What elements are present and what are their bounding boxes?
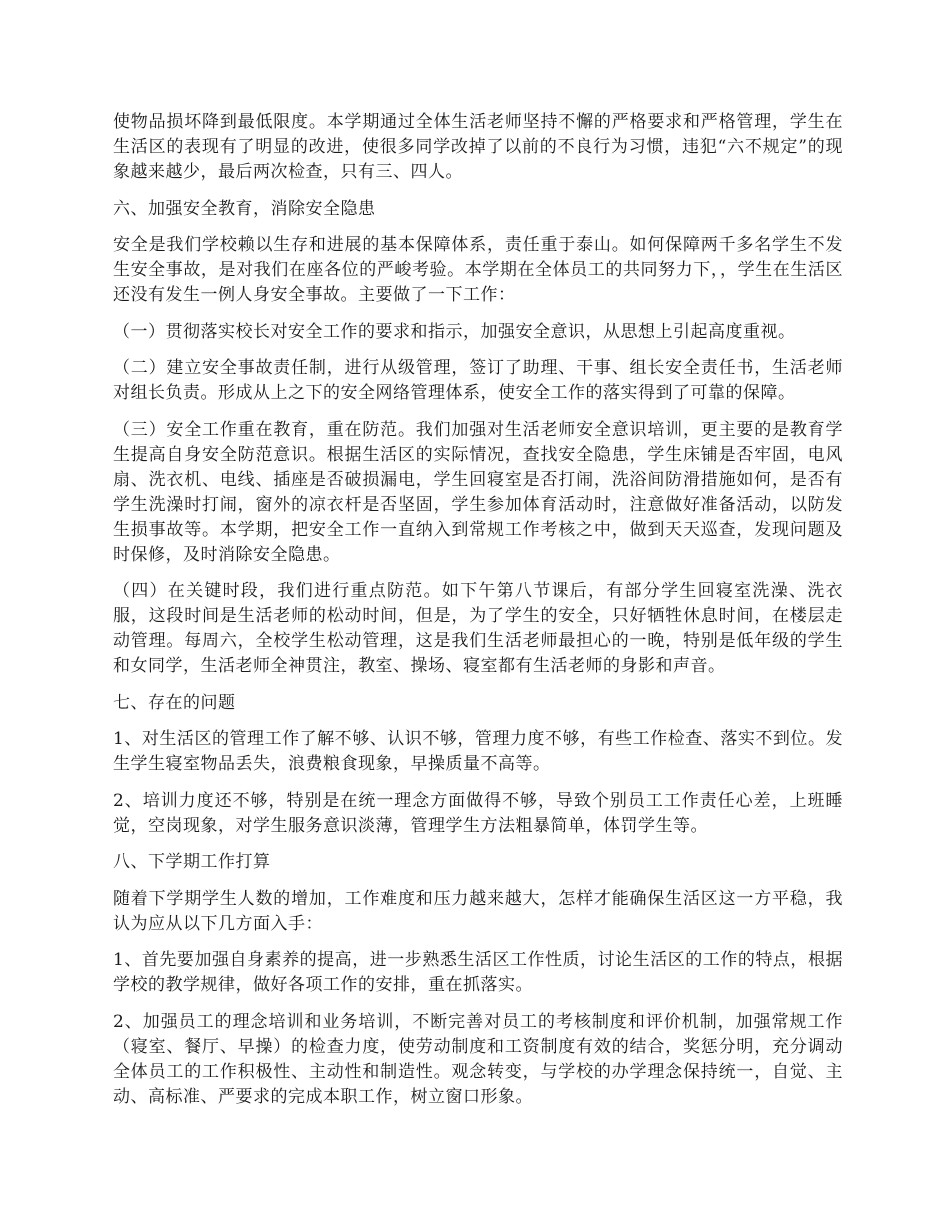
paragraph: （一）贯彻落实校长对安全工作的要求和指示，加强安全意识，从思想上引起高度重视。 (113, 321, 796, 342)
document-page (113, 110, 843, 1121)
section-heading: 七、存在的问题 (113, 692, 236, 713)
paragraph: （三）安全工作重在教育，重在防范。我们加强对生活老师安全意识培训，更主要的是教育学生提高自身安全防范意识。根据生活区的实际情况，查找安全隐患，学生床铺是否牢固，电风扇、洗衣机、电线、插座是否破损漏电，学生回寝室是否打闹，洗浴间防滑措施如何，是否有学生洗澡时打闹，窗外的凉衣杆是否坚固，学生参加体育活动时，注意做好准备活动，以防发生损事故等。本学期，把安全工作一直纳入到常规工作考核之中，做到天天巡查，发现问题及时保修，及时消除安全隐患。 (113, 419, 843, 565)
paragraph: （二）建立安全事故责任制，进行从级管理，签订了助理、干事、组长安全责任书，生活老师对组长负责。形成从上之下的安全网络管理体系，使安全工作的落实得到了可靠的保障。 (113, 358, 843, 403)
paragraph: 安全是我们学校赖以生存和进展的基本保障体系，责任重于泰山。如何保障两千多名学生不发生安全事故，是对我们在座各位的严峻考验。本学期在全体员工的共同努力下，，学生在生活区还没有发生一例人身安全事故。主要做了一下工作： (113, 235, 843, 305)
paragraph: 随着下学期学生人数的增加，工作难度和压力越来越大，怎样才能确保生活区这一方平稳，我认为应从以下几方面入手： (113, 888, 843, 934)
paragraph: 1、首先要加强自身素养的提高，进一步熟悉生活区工作性质，讨论生活区的工作的特点，根据学校的教学规律，做好各项工作的安排，重在抓落实。 (113, 950, 843, 995)
paragraph: 使物品损坏降到最低限度。本学期通过全体生活老师坚持不懈的严格要求和严格管理，学生在生活区的表现有了明显的改进，使很多同学改掉了以前的不良行为习惯，违犯“六不规定”的现象越来越少，最后两次检查，只有三、四人。 (113, 112, 843, 182)
section-heading: 六、加强安全教育，消除安全隐患 (113, 198, 376, 219)
paragraph: 1、对生活区的管理工作了解不够、认识不够，管理力度不够，有些工作检查、落实不到位。发生学生寝室物品丢失，浪费粮食现象，早操质量不高等。 (113, 729, 843, 774)
section-heading: 八、下学期工作打算 (113, 852, 271, 872)
paragraph: （四）在关键时段，我们进行重点防范。如下午第八节课后，有部分学生回寝室洗澡、洗衣服，这段时间是生活老师的松动时间，但是，为了学生的安全，只好牺牲休息时间，在楼层走动管理。每周六，全校学生松动管理，这是我们生活老师最担心的一晚，特别是低年级的学生和女同学，生活老师全神贯注，教室、操场、寝室都有生活老师的身影和声音。 (113, 581, 843, 676)
paragraph: 2、加强员工的理念培训和业务培训，不断完善对员工的考核制度和评价机制，加强常规工作（寝室、餐厅、早操）的检查力度，使劳动制度和工资制度有效的结合，奖惩分明，充分调动全体员工的工作积极性、主动性和制造性。观念转变，与学校的办学理念保持统一，自觉、主动、高标准、严要求的完成本职工作，树立窗口形象。 (113, 1011, 843, 1107)
paragraph: 2、培训力度还不够，特别是在统一理念方面做得不够，导致个别员工工作责任心差，上班睡觉，空岗现象，对学生服务意识淡薄，管理学生方法粗暴简单，体罚学生等。 (113, 790, 843, 836)
